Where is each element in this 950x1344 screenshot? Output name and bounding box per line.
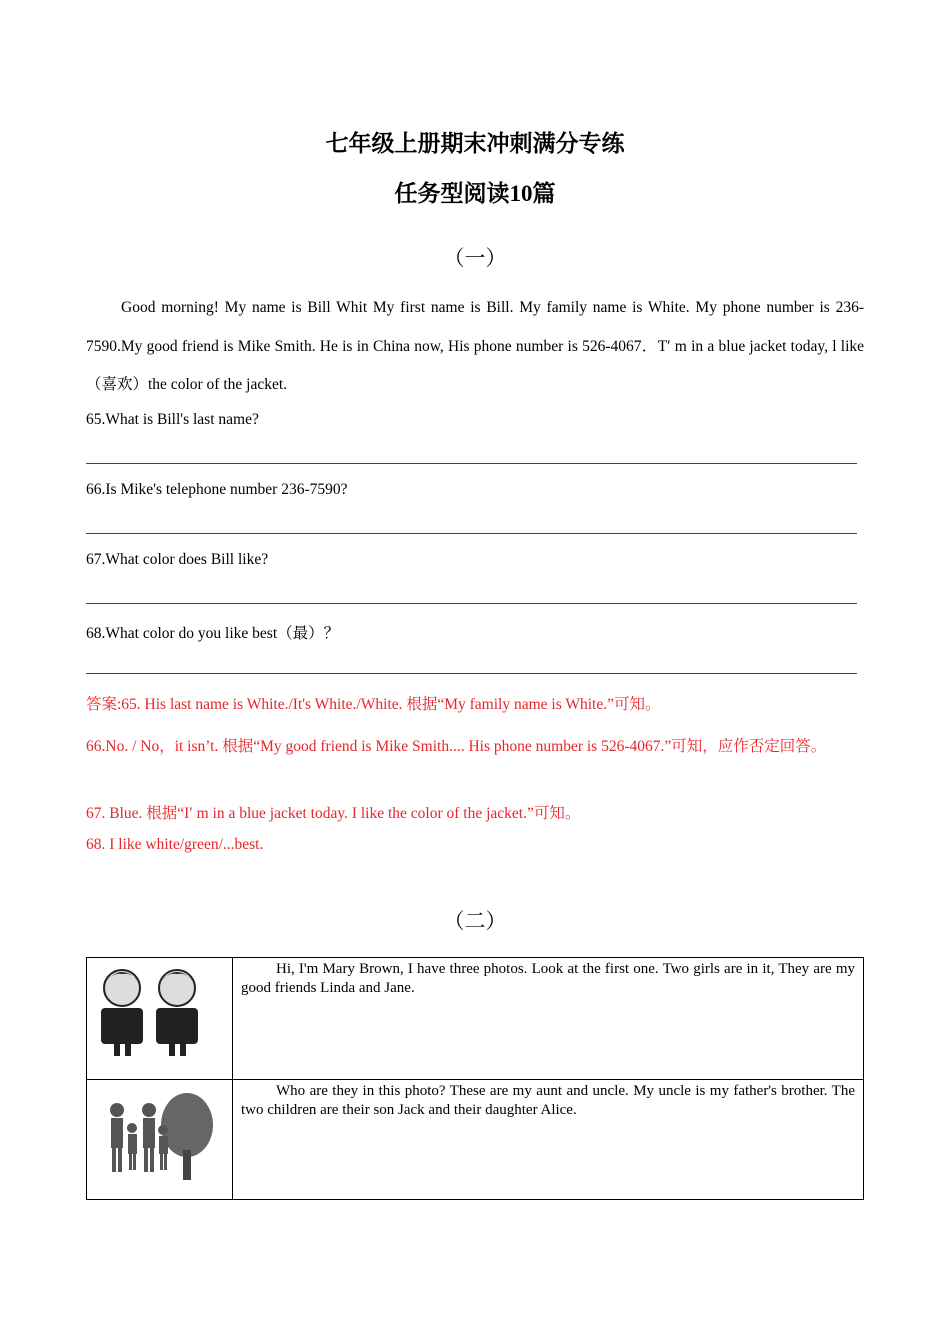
answer-line	[86, 673, 857, 674]
answer-67: 67. Blue. 根据“I′ m in a blue jacket today. I like the color of the jacket.”可知。	[86, 805, 581, 822]
passage-1-text: Good morning! My name is Bill Whit My first name is Bill. My family name is White. My phone number is 236-7590.My good friend is Mike Smith. He is in China now, His phone number is 526-4067．T′ m in a blue jacket today, l like（喜欢）the color of the jacket.	[86, 299, 864, 393]
question-66: 66.Is Mike's telephone number 236-7590?	[86, 481, 348, 498]
question-65: 65.What is Bill's last name?	[86, 411, 259, 428]
photo-1-text: Hi, I'm Mary Brown, I have three photos. Look at the first one. Two girls are in it, They are my good friends Linda and Jane.	[241, 961, 855, 996]
document-subtitle: 任务型阅读10篇	[394, 181, 556, 206]
two-girls-photo	[87, 958, 233, 1080]
photo-2-text: Who are they in this photo? These are my aunt and uncle. My uncle is my father's brother. The two children are their son Jack and their daughter Alice.	[241, 1083, 855, 1118]
question-67: 67.What color does Bill like?	[86, 551, 269, 568]
photo-1-description	[233, 958, 864, 1080]
answer-line	[86, 463, 857, 464]
section-1-heading: （一）	[443, 246, 507, 270]
family-photo	[87, 1080, 233, 1200]
answer-68: 68. I like white/green/...best.	[86, 836, 264, 853]
answer-65: 答案:65. His last name is White./It's White./White. 根据“My family name is White.”可知。	[86, 696, 661, 713]
document-title: 七年级上册期末冲刺满分专练	[325, 131, 625, 156]
photo-2-description	[233, 1080, 864, 1200]
answer-line	[86, 533, 857, 534]
answer-66: 66.No. / No，it isn’t. 根据“My good friend is Mike Smith.... His phone number is 526-4067.”可知，应作否定回答。	[86, 738, 827, 755]
question-68: 68.What color do you like best（最）？	[86, 625, 340, 642]
answer-line	[86, 603, 857, 604]
photo-table	[86, 957, 864, 1200]
section-2-heading: （二）	[443, 909, 507, 933]
table-row	[87, 1080, 864, 1200]
passage-1	[86, 289, 864, 405]
table-row	[87, 958, 864, 1080]
